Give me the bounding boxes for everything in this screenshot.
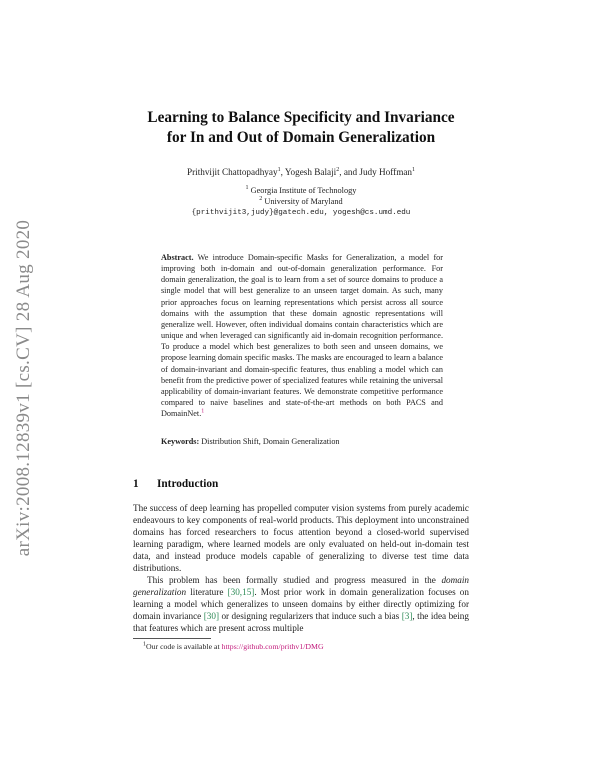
- title-line-1: Learning to Balance Specificity and Invariance: [147, 109, 455, 126]
- abstract: [161, 252, 443, 419]
- author-affil-mark: 2: [336, 166, 340, 173]
- section-number: 1: [133, 478, 139, 490]
- affiliation: $^1$ Georgia Institute of Technology: [245, 185, 357, 195]
- author-emails: {prithvijit3,judy}@gatech.edu, yogesh@cs.umd.edu: [191, 208, 411, 217]
- keywords: [161, 436, 443, 447]
- code-link[interactable]: https://github.com/prithv1/DMG: [221, 642, 324, 651]
- paragraph: This problem has been formally studied and progress measured in the domain generalization literature [30,15]. Most prior work in domain generalization focuses on learning a model which generalizes to unseen domains by either directly optimizing for domain invariance [30] or designing regularizers that induce such a bias [3], the idea being that features which are present across multiple: [133, 575, 469, 634]
- author-name: Prithvijit Chattopadhyay: [186, 167, 278, 177]
- paragraph: The success of deep learning has propelled computer vision systems from purely academic endeavours to key components of real-world products. This deployment into unconstrained domains has forced researchers to focus attention beyond a closed-world supervised learning paradigm, where learned models are only evaluated on held-out in-domain test data, and instead produce models capable of generalizing to diverse test time data distributions.: [133, 503, 469, 574]
- section-title: Introduction: [157, 478, 219, 490]
- affiliations: [133, 186, 469, 218]
- footnote-mark[interactable]: 1: [201, 408, 205, 415]
- keywords-text: Distribution Shift, Domain Generalization: [201, 437, 340, 446]
- citation-link[interactable]: [30,15]: [227, 587, 255, 598]
- abstract-text: We introduce Domain-specific Masks for Generalization, a model for improving both in-domain and out-of-domain generalization performance. For domain generalization, the goal is to learn from a set of source domains to produce a single model that will best generalize to an unseen target domain. As such, many prior approaches focus on learning representations which persist across all source domains with the assumption that these domain agnostic representations will generalize well. However, often individual domains contain characteristics which are unique and when leveraged can significantly aid in-domain recognition performance. To produce a model which best generalizes to both seen and unseen domains, we propose learning domain specific masks. The masks are encouraged to learn a balance of domain-invariant and domain-specific features, thus enabling a model which can benefit from the predictive power of specialized features while retaining the universal applicability of domain-invariant features. We demonstrate competitive performance compared to naive baselines and state-of-the-art methods on both PACS and DomainNet.: [161, 253, 444, 419]
- footnote: $^1$Our code is available at https://github.com/prithv1/DMG: [143, 641, 324, 651]
- author-affil-mark: 1: [277, 166, 281, 173]
- author-list: Prithvijit Chattopadhyay$^1$, Yogesh Balaji$^2$, and Judy Hoffman$^1$: [186, 166, 416, 177]
- author-name: Judy Hoffman: [359, 167, 413, 177]
- section-body: [133, 502, 469, 635]
- abstract-label: Abstract.: [161, 253, 194, 262]
- keywords-label: Keywords:: [161, 437, 200, 446]
- paper-title: [133, 108, 469, 148]
- footnote-number: 1: [143, 641, 146, 648]
- title-line-2: for In and Out of Domain Generalization: [166, 129, 436, 146]
- arxiv-identifier: arXiv:2008.12839v1 [cs.CV] 28 Aug 2020: [13, 219, 34, 557]
- emphasis: domain generalization: [133, 575, 469, 598]
- citation-link[interactable]: [3]: [401, 611, 413, 622]
- author-name: Yogesh Balaji: [284, 167, 337, 177]
- section-heading: [133, 477, 469, 491]
- affiliation: $^2$ University of Maryland: [259, 196, 343, 206]
- footnote-divider: [133, 638, 211, 639]
- citation-link[interactable]: [30]: [203, 611, 220, 622]
- arxiv-stamp: [0, 0, 40, 776]
- author-affil-mark: 1: [412, 166, 416, 173]
